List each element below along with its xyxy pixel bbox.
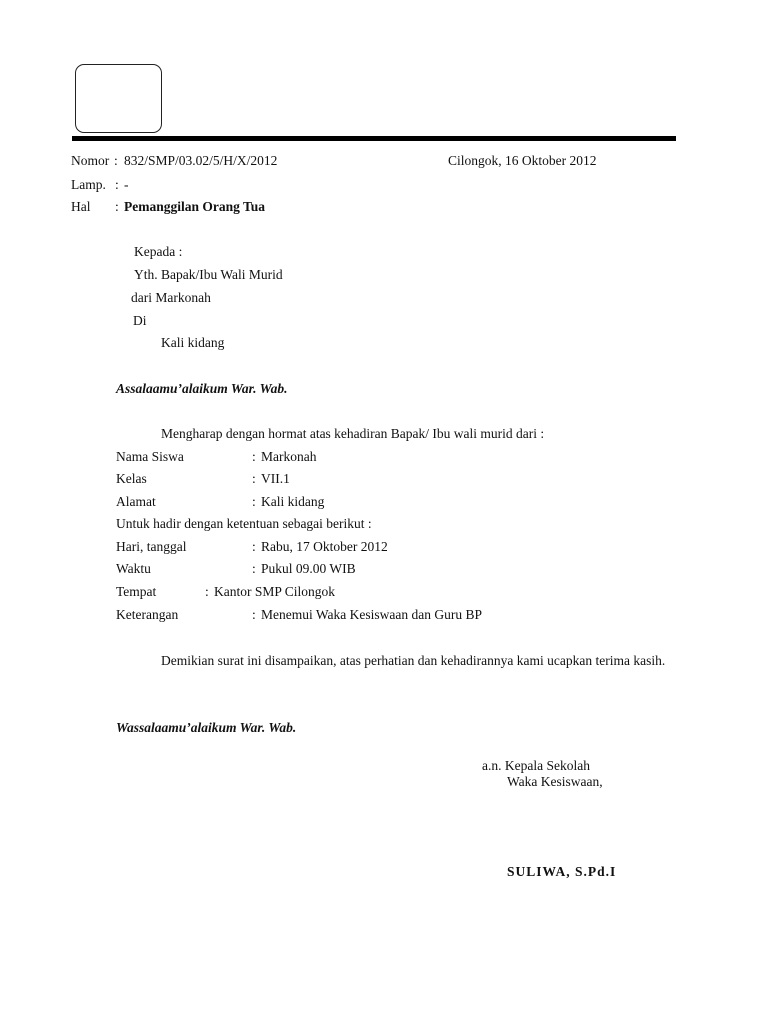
student-value-class: VII.1 [261,471,290,486]
nomor-label: Nomor [71,153,110,168]
schedule-label-date: Hari, tanggal [116,539,187,554]
greeting: Assalaamu’alaikum War. Wab. [116,381,288,396]
schedule-colon: : [252,561,256,576]
letterhead-rule [72,136,676,141]
student-label-address: Alamat [116,494,156,509]
schedule-value-note: Menemui Waka Kesiswaan dan Guru BP [261,607,482,622]
lamp-label: Lamp. [71,177,106,192]
hal-label: Hal [71,199,91,214]
signature-line-1: a.n. Kepala Sekolah [482,758,590,773]
student-colon: : [252,449,256,464]
schedule-label-time: Waktu [116,561,151,576]
condition-text: Untuk hadir dengan ketentuan sebagai berikut : [116,516,372,531]
intro-text: Mengharap dengan hormat atas kehadiran Bapak/ Ibu wali murid dari : [161,426,545,441]
recipient-line-2: Yth. Bapak/Ibu Wali Murid [134,267,283,282]
signature-line-2: Waka Kesiswaan, [507,774,603,789]
hal-colon: : [115,199,119,214]
student-value-address: Kali kidang [261,494,325,509]
student-colon: : [252,494,256,509]
lamp-value: - [124,177,129,192]
schedule-value-place: Kantor SMP Cilongok [214,584,336,599]
lamp-colon: : [115,177,119,192]
schedule-value-time: Pukul 09.00 WIB [261,561,356,576]
farewell: Wassalaamu’alaikum War. Wab. [116,720,297,735]
nomor-value: 832/SMP/03.02/5/H/X/2012 [124,153,278,168]
student-label-name: Nama Siswa [116,449,184,464]
hal-value: Pemanggilan Orang Tua [124,199,266,214]
student-value-name: Markonah [261,449,317,464]
recipient-line-5: Kali kidang [161,335,225,350]
recipient-line-1: Kepada : [134,244,183,259]
place-date: Cilongok, 16 Oktober 2012 [448,153,597,168]
logo-placeholder-box [75,64,162,133]
recipient-line-3: dari Markonah [131,290,211,305]
schedule-value-date: Rabu, 17 Oktober 2012 [261,539,388,554]
student-label-class: Kelas [116,471,147,486]
signature-name: SULIWA, S.Pd.I [507,864,617,879]
schedule-colon: : [252,539,256,554]
recipient-line-4: Di [133,313,147,328]
nomor-colon: : [114,153,118,168]
student-colon: : [252,471,256,486]
schedule-label-note: Keterangan [116,607,179,622]
schedule-colon: : [205,584,209,599]
closing-text: Demikian surat ini disampaikan, atas perhatian dan kehadirannya kami ucapkan terima kasih. [161,653,666,668]
schedule-colon: : [252,607,256,622]
schedule-label-place: Tempat [116,584,157,599]
closing-paragraph [116,649,698,672]
